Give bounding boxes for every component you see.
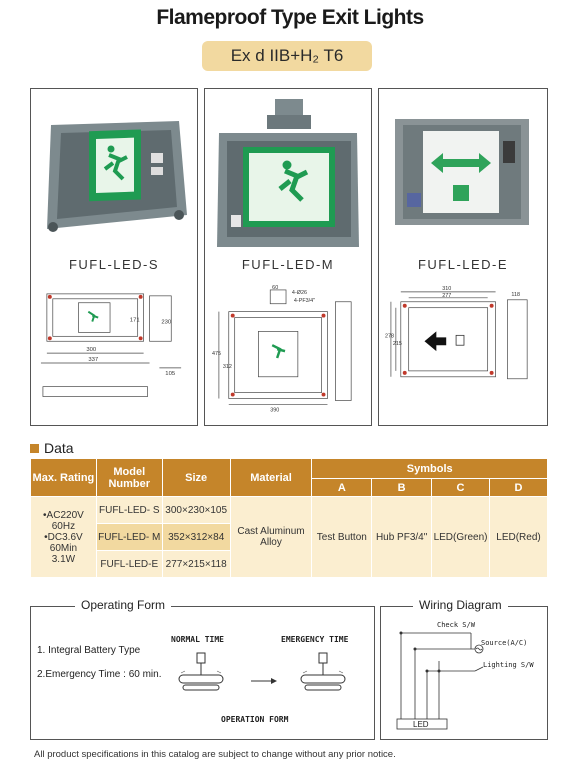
product-card-m — [204, 88, 372, 426]
product-name-m: FUFL-LED-M — [241, 257, 335, 272]
dim-depth-e: 118 — [511, 291, 520, 298]
size-cell: 277×215×118 — [162, 551, 230, 578]
product-name-e: FUFL-LED-E — [417, 257, 509, 272]
header-material: Material — [230, 459, 312, 497]
header-d: D — [490, 479, 548, 497]
dim-height-m: 475 — [211, 351, 222, 358]
technical-drawing-m — [211, 284, 365, 414]
product-photo-s — [39, 97, 189, 257]
dim-height-e: 278 — [385, 333, 395, 340]
header-a: A — [312, 479, 372, 497]
symbol-a-cell: Test Button — [312, 497, 372, 578]
dim-pipe-m: 4-PF3/4" — [293, 297, 316, 304]
header-b: B — [372, 479, 432, 497]
model-cell: FUFL-LED- S — [96, 497, 162, 524]
symbol-d-cell: LED(Red) — [490, 497, 548, 578]
section-marker — [30, 444, 39, 453]
wiring-diagram-box — [380, 598, 548, 740]
material-cell: Cast Aluminum Alloy — [230, 497, 312, 578]
data-heading: Data — [30, 440, 74, 456]
dim-depth-s: 105 — [165, 370, 176, 377]
product-card-s — [30, 88, 198, 426]
dim-inner-s: 171 — [129, 317, 140, 324]
dim-width-e: 310 — [442, 285, 452, 292]
dim-hole-m: 4-Ø26 — [291, 289, 307, 296]
operating-form-title: Operating Form — [75, 598, 171, 612]
source-label: Source(A/C) — [481, 639, 528, 647]
operation-form-caption: OPERATION FORM — [221, 715, 289, 724]
size-cell: 352×312×84 — [162, 524, 230, 551]
product-photo-m — [213, 97, 363, 257]
header-model: Model Number — [96, 459, 162, 497]
symbol-b-cell: Hub PF3/4" — [372, 497, 432, 578]
header-rating: Max. Rating — [31, 459, 97, 497]
dim-width-s: 300 — [86, 347, 97, 354]
dim-width2-e: 277 — [442, 292, 452, 299]
technical-drawing-s — [37, 284, 191, 414]
wiring-schematic — [391, 627, 545, 735]
normal-time-label: NORMAL TIME — [171, 635, 224, 644]
spec-table — [30, 458, 548, 578]
rating-cell: •AC220V 60Hz •DC3.6V 60Min 3.1W — [31, 497, 97, 578]
product-photo-e — [387, 97, 537, 257]
model-cell: FUFL-LED-E — [96, 551, 162, 578]
size-cell: 300×230×105 — [162, 497, 230, 524]
emergency-time-label: EMERGENCY TIME — [281, 635, 349, 644]
header-symbols: Symbols — [312, 459, 548, 479]
header-c: C — [432, 479, 490, 497]
dim-height2-e: 215 — [392, 341, 402, 348]
wiring-diagram-title: Wiring Diagram — [413, 598, 508, 612]
explosion-protection-code: Ex d IIB+H₂ T6 — [202, 41, 372, 71]
operating-item-1: 1. Integral Battery Type — [37, 645, 141, 656]
technical-drawing-e — [385, 284, 541, 414]
dim-total-s: 337 — [88, 356, 99, 363]
check-switch-label: Check S/W — [437, 621, 475, 629]
operating-form-box — [30, 598, 375, 740]
product-name-s: FUFL-LED-S — [68, 257, 160, 272]
page-title: Flameproof Type Exit Lights — [156, 6, 424, 29]
product-card-e — [378, 88, 548, 426]
dim-width-m: 390 — [270, 407, 280, 414]
dim-height-s: 230 — [161, 319, 172, 326]
operating-item-2: 2.Emergency Time : 60 min. — [37, 669, 162, 680]
footnote: All product specifications in this catalog are subject to change without any prior notice. — [34, 749, 396, 760]
led-label: LED — [413, 720, 429, 729]
header-size: Size — [162, 459, 230, 497]
model-cell: FUFL-LED- M — [96, 524, 162, 551]
dim-top-m: 60 — [272, 284, 279, 291]
dim-inner-m: 312 — [222, 363, 232, 370]
operation-illustration — [171, 651, 371, 701]
lighting-switch-label: Lighting S/W — [483, 661, 534, 669]
symbol-c-cell: LED(Green) — [432, 497, 490, 578]
